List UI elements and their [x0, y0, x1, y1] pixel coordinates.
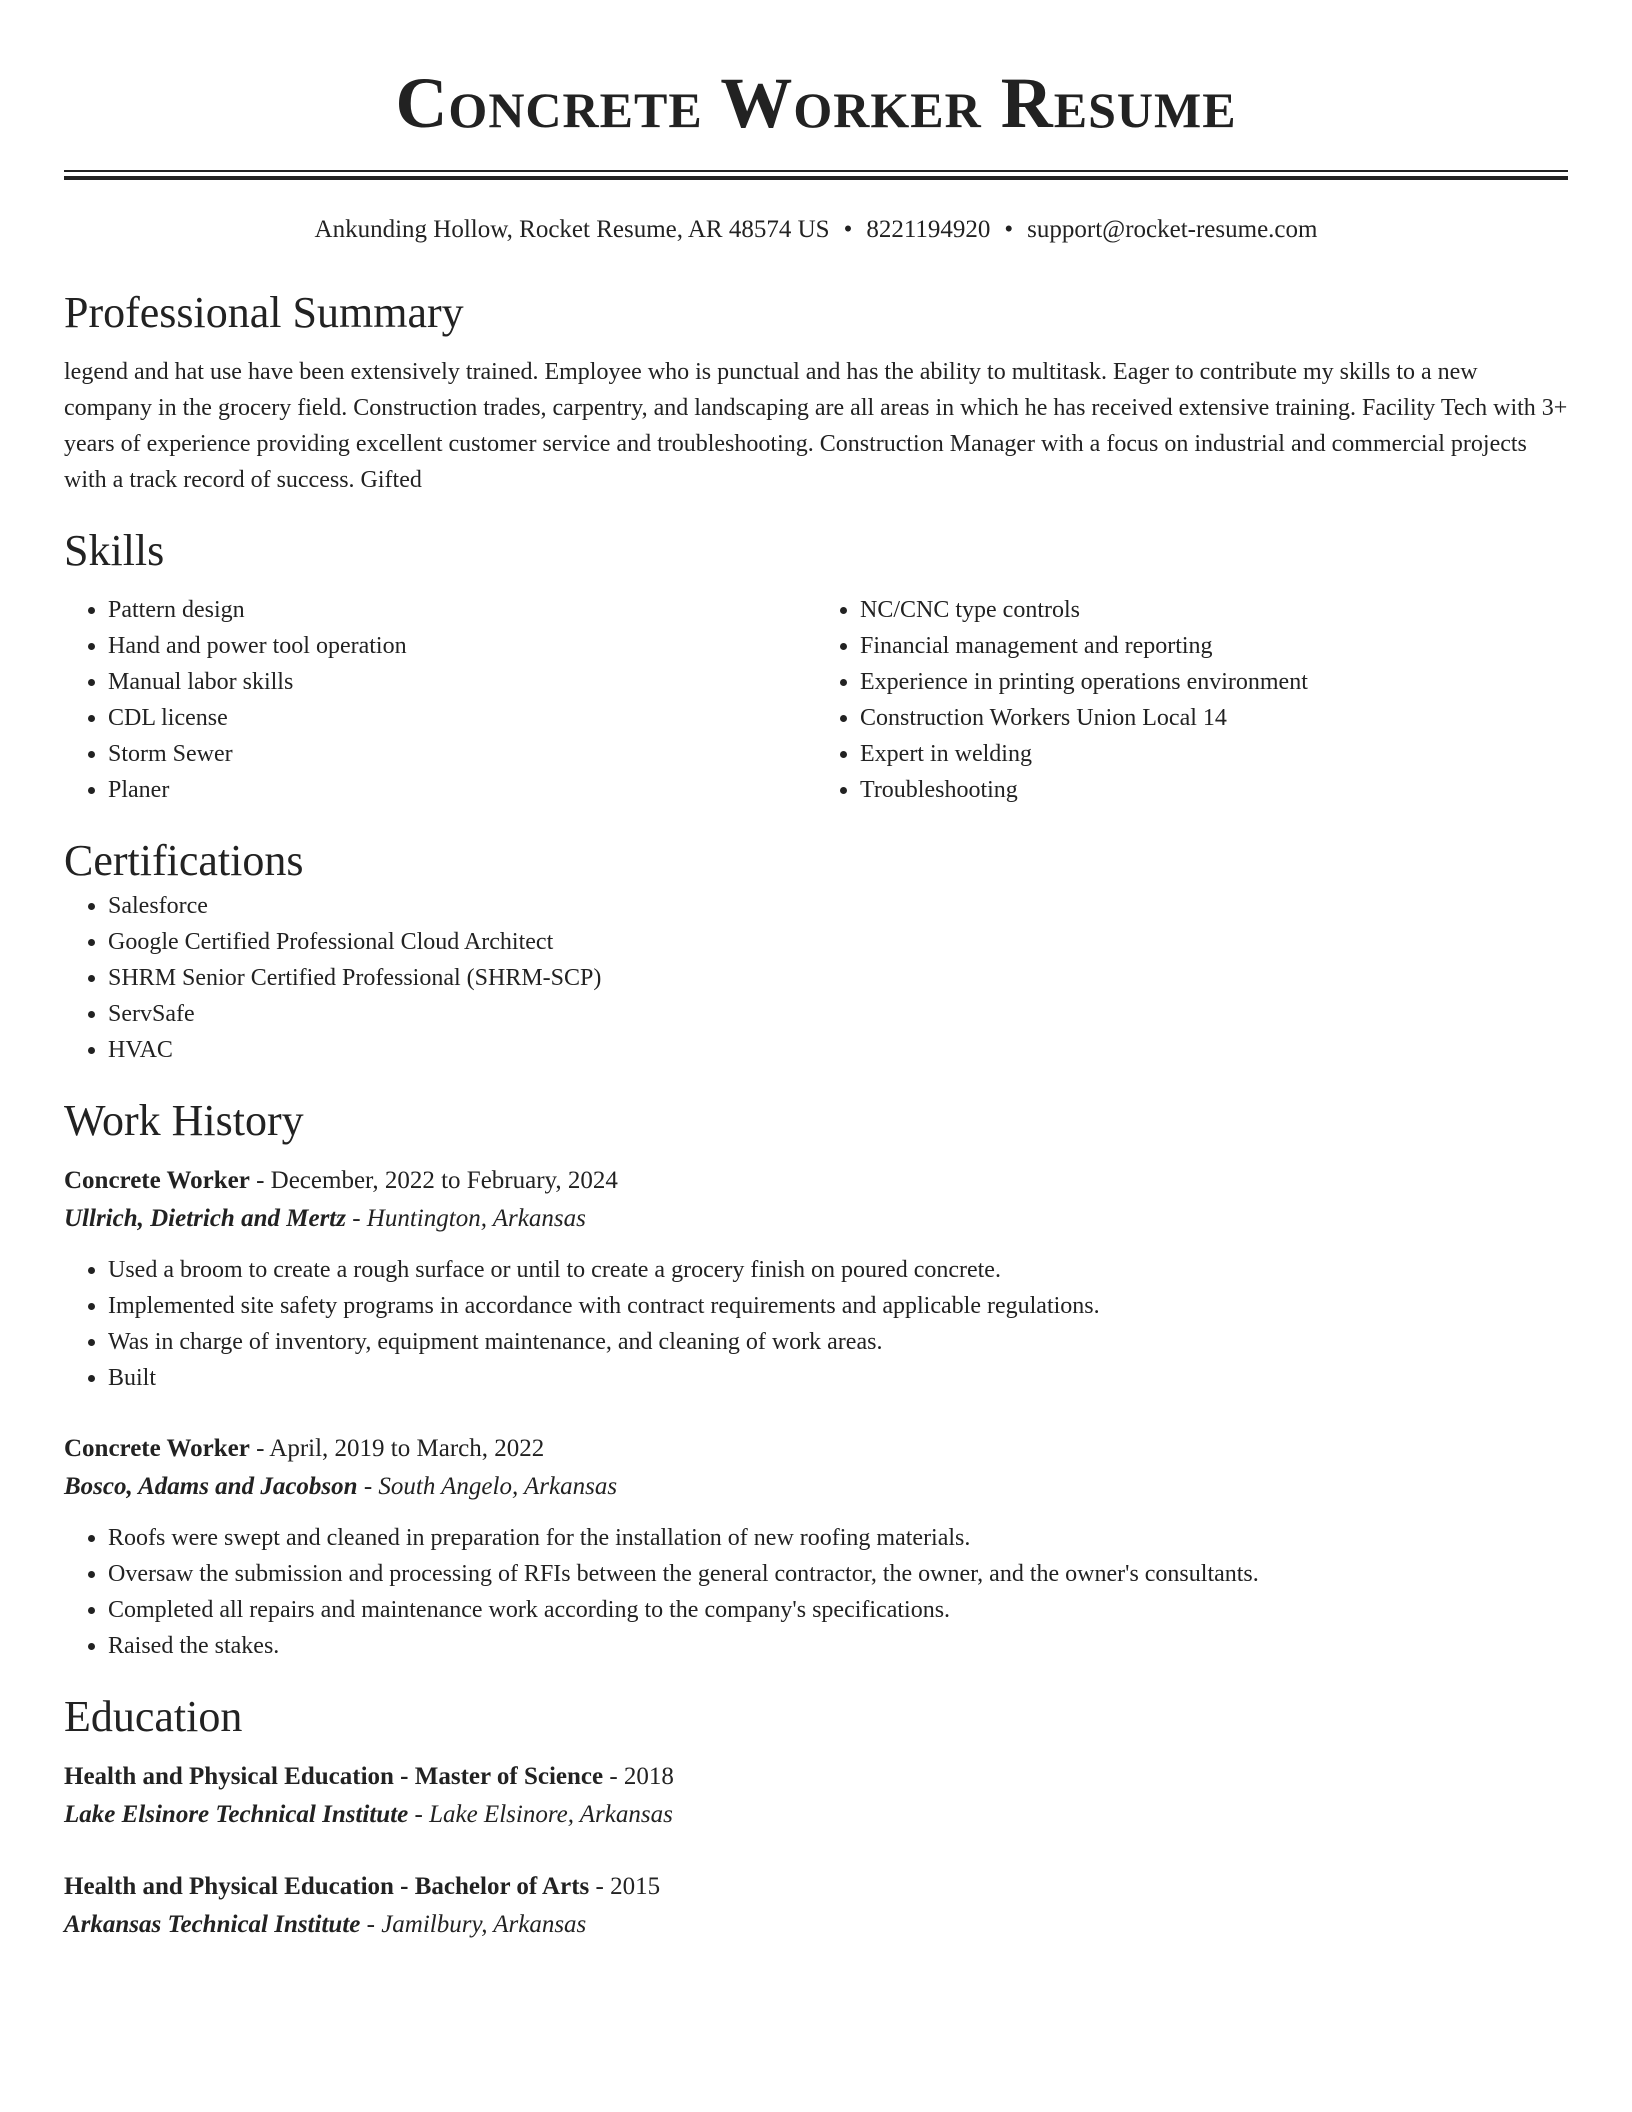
skill-item: • Pattern design: [108, 592, 816, 628]
work-history-heading: Work History: [64, 1096, 304, 1145]
job-duties-list: [64, 1252, 1568, 1396]
skill-item: • Expert in welding: [860, 736, 1568, 772]
skill-item: • Financial management and reporting: [860, 628, 1568, 664]
education-degree: Health and Physical Education - Master of Science: [64, 1763, 604, 1790]
certification-item: • SHRM Senior Certified Professional (SHRM-SCP): [108, 960, 1568, 996]
title-divider: [64, 170, 1568, 180]
summary-heading: Professional Summary: [64, 288, 464, 337]
skill-item: • Manual labor skills: [108, 664, 816, 700]
job-entry: [64, 1430, 1568, 1664]
certifications-list: [64, 888, 1568, 1068]
job-duty: • Oversaw the submission and processing of RFIs between the general contractor, the owner, and the owner's consultants.: [108, 1556, 1568, 1592]
job-location: - Huntington, Arkansas: [345, 1205, 586, 1232]
certification-item: • ServSafe: [108, 996, 1568, 1032]
job-duty: • Built: [108, 1360, 1568, 1396]
education-year: - 2015: [589, 1873, 661, 1900]
job-dates: - December, 2022 to February, 2024: [249, 1167, 618, 1194]
job-title-line: [64, 1430, 1568, 1468]
skill-item: • Construction Workers Union Local 14: [860, 700, 1568, 736]
job-duty: • Used a broom to create a rough surface or until to create a grocery finish on poured concrete.: [108, 1252, 1568, 1288]
contact-separator: •: [843, 216, 853, 243]
certification-item: • Google Certified Professional Cloud Architect: [108, 924, 1568, 960]
skill-item: • Planer: [108, 772, 816, 808]
education-heading: Education: [64, 1692, 243, 1741]
education-entry: [64, 1758, 1568, 1834]
certification-item: • HVAC: [108, 1032, 1568, 1068]
job-entry: [64, 1162, 1568, 1396]
education-location: - Lake Elsinore, Arkansas: [408, 1801, 673, 1828]
skill-item: • Storm Sewer: [108, 736, 816, 772]
job-dates: - April, 2019 to March, 2022: [249, 1435, 545, 1462]
contact-address: Ankunding Hollow, Rocket Resume, AR 48574 US: [314, 216, 830, 243]
job-duty: • Roofs were swept and cleaned in preparation for the installation of new roofing materials.: [108, 1520, 1568, 1556]
job-duty: • Was in charge of inventory, equipment maintenance, and cleaning of work areas.: [108, 1324, 1568, 1360]
job-duties-list: [64, 1520, 1568, 1664]
summary-text: legend and hat use have been extensively trained. Employee who is punctual and has the ability to multitask. Eager to contribute my skills to a new company in the grocery field. Construction trades, carpentry, and landscaping are all areas in which he has received extensive training. Facility Tech with 3+ years of experience providing excellent customer service and troubleshooting. Construction Manager with a focus on industrial and commercial projects with a track record of success. Gifted: [64, 359, 1568, 493]
skill-item: • Hand and power tool operation: [108, 628, 816, 664]
job-duty: • Completed all repairs and maintenance work according to the company's specifications.: [108, 1592, 1568, 1628]
education-entry: [64, 1868, 1568, 1944]
education-school-line: [64, 1796, 1568, 1834]
skills-columns: [64, 592, 1568, 808]
skills-heading: Skills: [64, 526, 165, 575]
education-school: Arkansas Technical Institute: [64, 1911, 361, 1938]
job-company: Ullrich, Dietrich and Mertz: [64, 1205, 346, 1232]
job-company-line: [64, 1200, 1568, 1238]
education-school: Lake Elsinore Technical Institute: [64, 1801, 409, 1828]
job-title: Concrete Worker: [64, 1167, 250, 1194]
education-school-line: [64, 1906, 1568, 1944]
job-title-line: [64, 1162, 1568, 1200]
education-degree-line: [64, 1868, 1568, 1906]
education-year: - 2018: [603, 1763, 674, 1790]
certification-item: • Salesforce: [108, 888, 1568, 924]
job-company-line: [64, 1468, 1568, 1506]
education-degree-line: [64, 1758, 1568, 1796]
job-duty: • Implemented site safety programs in accordance with contract requirements and applicable regulations.: [108, 1288, 1568, 1324]
skill-item: • Experience in printing operations environment: [860, 664, 1568, 700]
job-company: Bosco, Adams and Jacobson: [64, 1473, 358, 1500]
education-degree: Health and Physical Education - Bachelor of Arts: [64, 1873, 590, 1900]
certifications-heading: Certifications: [64, 836, 304, 885]
skill-item: • CDL license: [108, 700, 816, 736]
job-duty: • Raised the stakes.: [108, 1628, 1568, 1664]
skill-item: • NC/CNC type controls: [860, 592, 1568, 628]
resume-title: Concrete Worker Resume: [395, 63, 1237, 143]
contact-line: [64, 214, 1568, 246]
contact-separator: •: [1004, 216, 1014, 243]
job-location: - South Angelo, Arkansas: [357, 1473, 618, 1500]
contact-phone: 8221194920: [866, 216, 991, 243]
skills-right-list: [816, 592, 1568, 808]
skills-left-list: [64, 592, 816, 808]
contact-email: support@rocket-resume.com: [1027, 216, 1318, 243]
education-location: - Jamilbury, Arkansas: [360, 1911, 587, 1938]
skill-item: • Troubleshooting: [860, 772, 1568, 808]
job-title: Concrete Worker: [64, 1435, 250, 1462]
